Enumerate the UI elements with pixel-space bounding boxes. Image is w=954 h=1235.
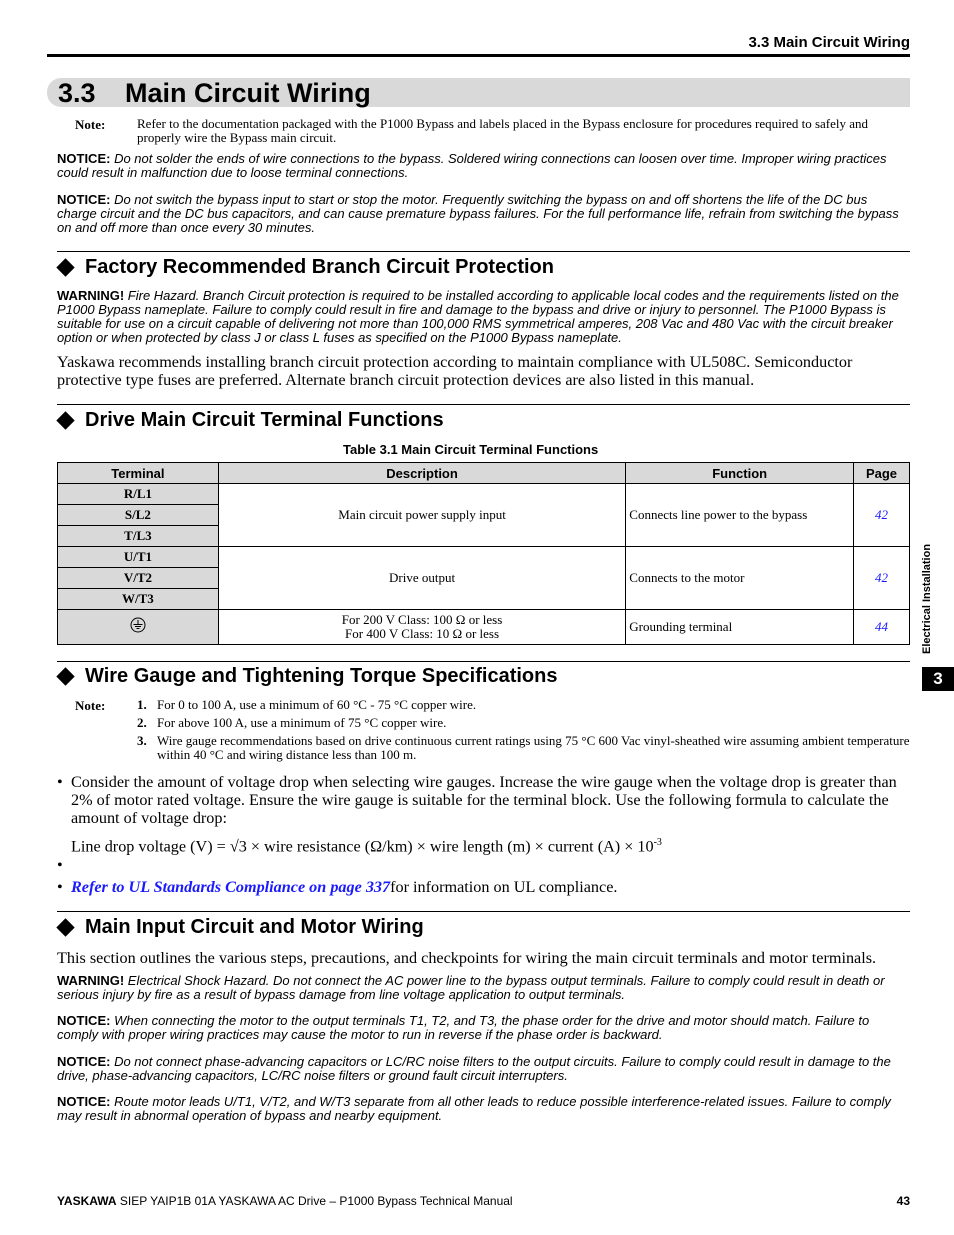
list-item — [137, 698, 910, 712]
list-text: For 0 to 100 A, use a minimum of 60 °C - 75 °C copper wire. — [157, 697, 477, 712]
bullet-dot: • — [57, 773, 63, 791]
terminal-cell: R/L1 — [58, 484, 219, 505]
notice-text: Do not solder the ends of wire connections to the bypass. Soldered wiring connections can loosen over time. Improper wiring practices could result in malfunction due to loose terminal connections. — [57, 151, 887, 180]
notice-motor-leads — [57, 1095, 910, 1123]
section-heading-terminal-functions — [57, 409, 444, 432]
list-text: Wire gauge recommendations based on drive continuous current ratings using 75 °C 600 Vac vinyl-sheathed wire assuming ambient temperature within 40 °C and wiring distance less than 100 m. — [157, 733, 910, 762]
notice-label: NOTICE: — [57, 151, 111, 166]
formula-exponent: -3 — [653, 837, 662, 848]
formula — [71, 834, 662, 855]
section-heading-wire-gauge — [57, 665, 557, 688]
page-link[interactable]: 42 — [854, 547, 910, 610]
running-header: 3.3 Main Circuit Wiring — [748, 34, 910, 51]
terminal-cell: T/L3 — [58, 526, 219, 547]
page-link[interactable]: 44 — [854, 610, 910, 645]
list-text: For above 100 A, use a minimum of 75 °C copper wire. — [157, 715, 447, 730]
section-title: Drive Main Circuit Terminal Functions — [85, 409, 444, 431]
terminal-cell: S/L2 — [58, 505, 219, 526]
section-rule — [57, 251, 910, 252]
table-row — [58, 610, 910, 645]
section-title: Main Input Circuit and Motor Wiring — [85, 916, 424, 938]
chapter-title: Main Circuit Wiring — [125, 78, 371, 108]
intro-note: Refer to the documentation packaged with the P1000 Bypass and labels placed in the Bypass enclosure for procedures required to safely and properly wire the Bypass main circuit. — [137, 116, 869, 145]
note-list — [137, 698, 910, 762]
warning-text: Electrical Shock Hazard. Do not connect the AC power line to the bypass output terminals. Failure to comply could result in death or serious injury by fire as a result of bypass damage from line voltage application to output terminals. — [57, 973, 885, 1002]
diamond-icon — [56, 258, 74, 276]
section-heading-branch-protection — [57, 256, 554, 279]
function-cell: Connects line power to the bypass — [626, 484, 854, 547]
note-label: Note: — [75, 698, 106, 713]
bullet-ul-compliance — [57, 878, 617, 896]
notice-text: Route motor leads U/T1, V/T2, and W/T3 separate from all other leads to reduce possible interference-related issues. Failure to comply may result in abnormal operation of bypass and nearby equipment. — [57, 1094, 891, 1123]
list-number: 1. — [137, 697, 147, 712]
bullet-text: Consider the amount of voltage drop when selecting wire gauges. Increase the wire gauge when the voltage drop is greater than 2% of motor rated voltage. Ensure the wire gauge is suitable for the terminal block. Use the following formula to calculate the amount of voltage drop: — [71, 773, 897, 827]
notice-label: NOTICE: — [57, 1054, 111, 1069]
section-rule — [57, 404, 910, 405]
notice-label: NOTICE: — [57, 1094, 111, 1109]
list-number: 3. — [137, 733, 147, 748]
footer-text: SIEP YAIP1B 01A YASKAWA AC Drive – P1000 Bypass Technical Manual — [116, 1194, 513, 1208]
section-heading-motor-wiring — [57, 916, 424, 939]
description-cell — [218, 610, 625, 645]
bullet-dot: • — [57, 878, 63, 896]
warning-label: WARNING! — [57, 288, 125, 303]
warning-fire — [57, 289, 910, 345]
section-rule — [57, 911, 910, 912]
bullet-text: for information on UL compliance. — [390, 878, 618, 896]
list-item — [137, 716, 910, 730]
bullet-empty: • — [57, 856, 63, 874]
chapter-number: 3.3 — [58, 78, 96, 108]
branch-protection-body: Yaskawa recommends installing branch circuit protection according to maintain compliance with UL508C. Semiconductor protective type fuses are preferred. Alternate branch circuit protection devices are also listed in this manual. — [57, 353, 853, 389]
warning-text: Fire Hazard. Branch Circuit protection is required to be installed according to applicable local codes and the requirements listed on the P1000 Bypass nameplate. Failure to comply could result in fire and damage to the bypass and drive or injury to personnel. The P1000 Bypass is suitable for use on a circuit capable of delivering not more than 100,000 RMS symmetrical amperes, 208 Vac and 480 Vac with the circuit breaker option or when protected by class J or class L fuses as specified on the P1000 Bypass nameplate. — [57, 288, 899, 345]
footer — [57, 1194, 513, 1208]
notice-solder — [57, 152, 910, 180]
terminal-cell: V/T2 — [58, 568, 219, 589]
section-rule — [57, 661, 910, 662]
description-line: For 200 V Class: 100 Ω or less — [341, 612, 503, 627]
function-cell: Connects to the motor — [626, 547, 854, 610]
section-title: Factory Recommended Branch Circuit Protection — [85, 256, 554, 278]
notice-text: Do not switch the bypass input to start or stop the motor. Frequently switching the bypass on and off shortens the life of the DC bus charge circuit and the DC bus capacitors, and can cause premature bypass failures. For the full performance life, refrain from switching the bypass on and off more than once every 30 minutes. — [57, 192, 899, 235]
header-page: Page — [854, 463, 910, 484]
list-number: 2. — [137, 715, 147, 730]
description-line: For 400 V Class: 10 Ω or less — [345, 626, 500, 641]
function-cell: Grounding terminal — [626, 610, 854, 645]
table-caption: Table 3.1 Main Circuit Terminal Functions — [343, 442, 599, 457]
table-header-row — [58, 463, 910, 484]
terminal-functions-table — [57, 462, 910, 645]
description-cell: Drive output — [218, 547, 625, 610]
diamond-icon — [56, 918, 74, 936]
motor-wiring-body: This section outlines the various steps, precautions, and checkpoints for wiring the main circuit terminals and motor terminals. — [57, 949, 877, 967]
notice-text: When connecting the motor to the output terminals T1, T2, and T3, the phase order for the drive and motor should match. Failure to comply with proper wiring practices may cause the motor to run in reverse if the phase order is backward. — [57, 1013, 870, 1042]
warning-label: WARNING! — [57, 973, 125, 988]
bullet-voltage-drop — [57, 773, 910, 827]
page-number: 43 — [896, 1194, 910, 1208]
terminal-cell: U/T1 — [58, 547, 219, 568]
section-title: Wire Gauge and Tightening Torque Specifications — [85, 665, 558, 687]
side-tab[interactable] — [921, 534, 935, 654]
table-row — [58, 484, 910, 505]
notice-text: Do not connect phase-advancing capacitors or LC/RC noise filters to the output circuits. Failure to comply could result in damage to the drive, phase-advancing capacitors, LC/RC noise filters or ground fault circuit interrupters. — [57, 1054, 891, 1083]
notice-label: NOTICE: — [57, 192, 111, 207]
diamond-icon — [56, 667, 74, 685]
header-rule — [47, 54, 910, 57]
note-label: Note: — [75, 117, 106, 132]
ground-symbol-icon — [130, 617, 146, 633]
list-item — [137, 734, 910, 762]
header-description: Description — [218, 463, 625, 484]
notice-capacitors — [57, 1055, 910, 1083]
side-tab-label: Electrical Installation — [921, 543, 933, 654]
chapter-badge[interactable]: 3 — [922, 667, 954, 691]
formula-text: Line drop voltage (V) = √3 × wire resistance (Ω/km) × wire length (m) × current (A) × 10 — [71, 837, 654, 856]
notice-phase-order — [57, 1014, 910, 1042]
header-function: Function — [626, 463, 854, 484]
header-terminal: Terminal — [58, 463, 219, 484]
ground-terminal-cell — [58, 610, 219, 645]
notice-label: NOTICE: — [57, 1013, 111, 1028]
ul-compliance-link[interactable]: Refer to UL Standards Compliance on page 337 — [71, 878, 391, 896]
description-cell: Main circuit power supply input — [218, 484, 625, 547]
terminal-cell: W/T3 — [58, 589, 219, 610]
table-row — [58, 547, 910, 568]
footer-brand: YASKAWA — [57, 1194, 117, 1208]
page-link[interactable]: 42 — [854, 484, 910, 547]
diamond-icon — [56, 411, 74, 429]
warning-shock — [57, 974, 910, 1002]
notice-switch — [57, 193, 910, 235]
